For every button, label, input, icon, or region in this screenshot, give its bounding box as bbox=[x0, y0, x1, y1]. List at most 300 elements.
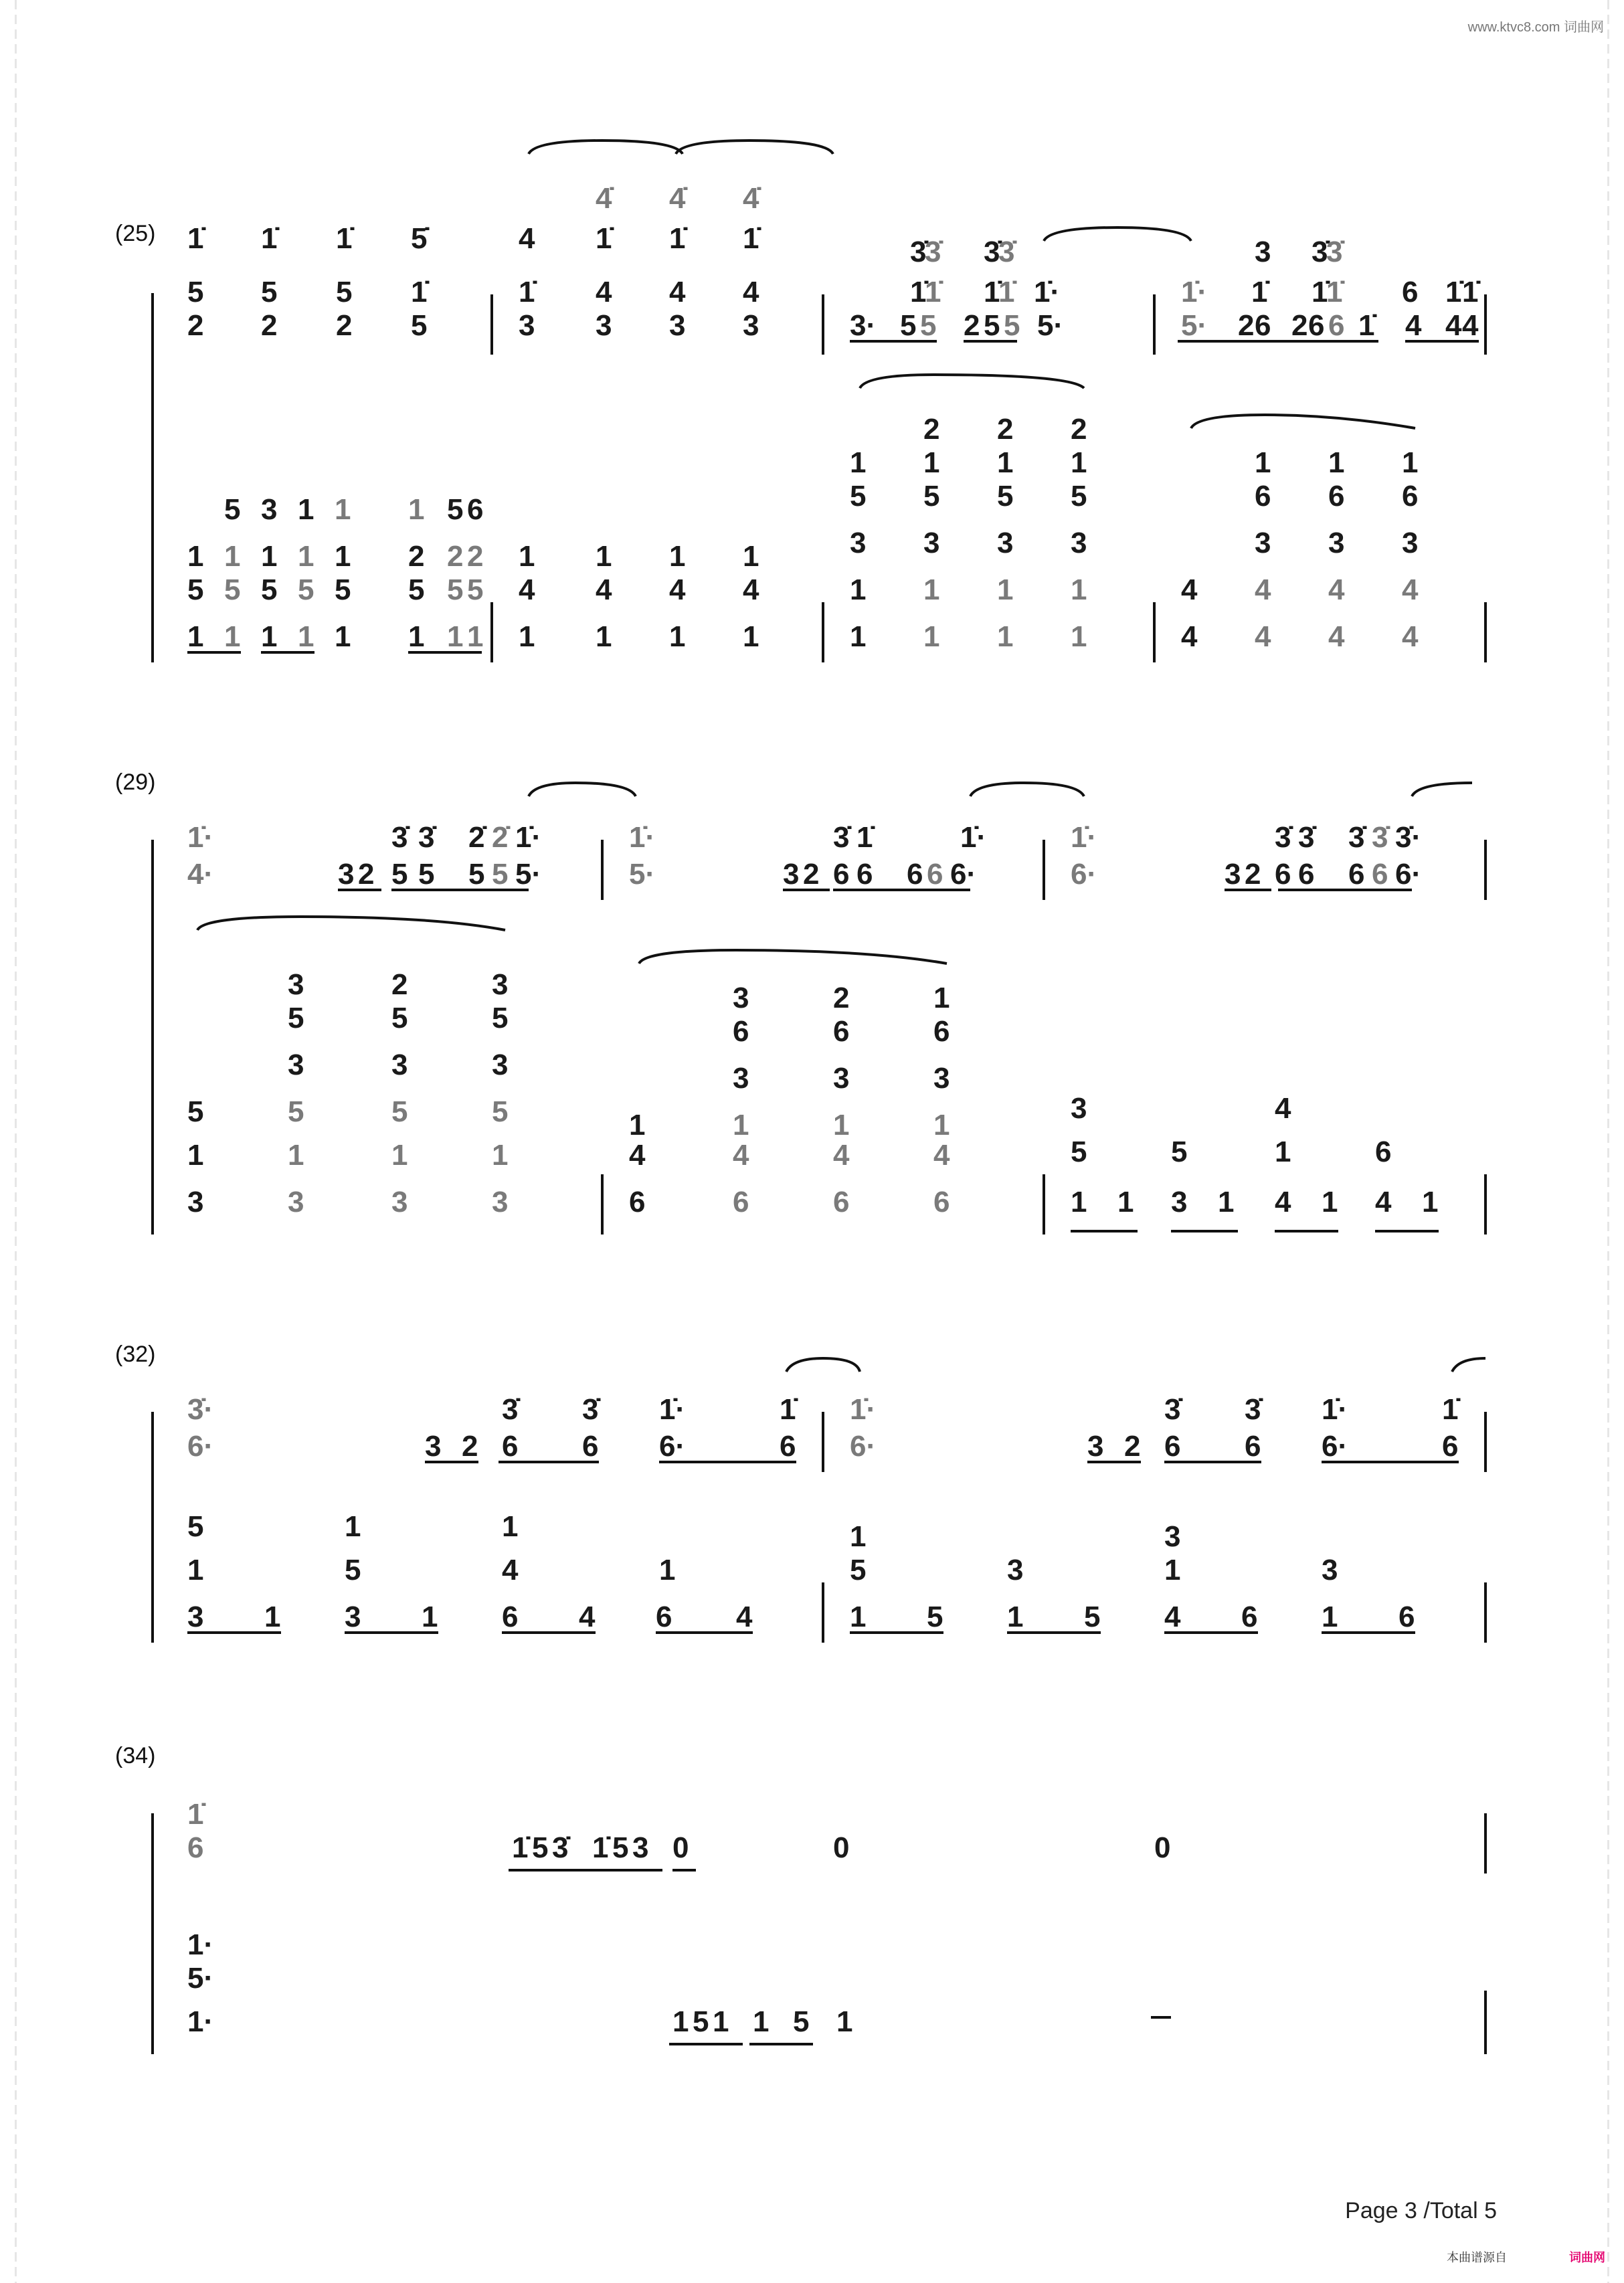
note: 2 bbox=[1245, 858, 1261, 891]
note: 1 bbox=[1322, 1601, 1338, 1633]
note: 6· bbox=[950, 858, 977, 891]
note: 5 bbox=[447, 573, 464, 606]
note: 5 bbox=[923, 480, 940, 513]
note: 3 bbox=[1255, 236, 1271, 268]
note: 6 bbox=[733, 1015, 749, 1048]
note: 3̇ bbox=[1164, 1393, 1181, 1426]
note: 5 bbox=[261, 573, 278, 606]
note: 5 bbox=[997, 480, 1014, 513]
note: 1 bbox=[502, 1510, 519, 1543]
note: 1 bbox=[298, 620, 314, 653]
note: 5 bbox=[1071, 480, 1087, 513]
note: 3 bbox=[669, 309, 686, 342]
note: 5· bbox=[1037, 309, 1064, 342]
note: 6 bbox=[927, 858, 943, 891]
note: 1 bbox=[850, 1520, 867, 1553]
note: 1̇· bbox=[1322, 1393, 1348, 1426]
note: 5 bbox=[336, 276, 353, 308]
note: 1 bbox=[224, 620, 241, 653]
note: 3 bbox=[933, 1062, 950, 1095]
note: 1̇ bbox=[1326, 276, 1343, 308]
note: 6 bbox=[1328, 480, 1345, 513]
note: 1 bbox=[264, 1601, 281, 1633]
note: 5 bbox=[391, 858, 408, 891]
note: 4 bbox=[1181, 620, 1198, 653]
note: 5 bbox=[612, 1831, 629, 1864]
note: 6· bbox=[659, 1430, 686, 1463]
note: 6 bbox=[1375, 1135, 1392, 1168]
note: 4 bbox=[1445, 309, 1462, 342]
note: 1 bbox=[1007, 1601, 1024, 1633]
note: 6 bbox=[1255, 309, 1271, 342]
note: 6 bbox=[1255, 480, 1271, 513]
note: 4 bbox=[519, 222, 535, 255]
note: 3 bbox=[743, 309, 759, 342]
note: 5 bbox=[850, 1554, 867, 1586]
note: 1̇ bbox=[512, 1831, 529, 1864]
note: 1 bbox=[1402, 446, 1419, 479]
note: 3̇ bbox=[910, 236, 927, 268]
note: 6 bbox=[1348, 858, 1365, 891]
note: 5 bbox=[288, 1095, 304, 1128]
note: 2 bbox=[997, 413, 1014, 446]
note: 1 bbox=[187, 620, 204, 653]
note: 4 bbox=[1275, 1186, 1291, 1218]
note: 1 bbox=[492, 1139, 509, 1172]
note: 1 bbox=[1218, 1186, 1235, 1218]
note: 1 bbox=[224, 540, 241, 573]
note: 1̇ bbox=[1442, 1393, 1459, 1426]
note: 1̇ bbox=[910, 276, 927, 308]
note: 1 bbox=[923, 446, 940, 479]
note: 4̇ bbox=[669, 182, 686, 215]
note: 5 bbox=[532, 1831, 549, 1864]
note: 6 bbox=[629, 1186, 646, 1218]
note: 2 bbox=[261, 309, 278, 342]
note: 1̇ bbox=[780, 1393, 796, 1426]
note: 1 bbox=[1071, 1186, 1087, 1218]
note: 5 bbox=[187, 1095, 204, 1128]
note: 1 bbox=[1275, 1135, 1291, 1168]
note: 6· bbox=[187, 1430, 214, 1463]
note: 3 bbox=[288, 968, 304, 1001]
note: 6 bbox=[1402, 276, 1419, 308]
note: 5 bbox=[335, 573, 351, 606]
note: 1̇ bbox=[519, 276, 535, 308]
note: 3 bbox=[338, 858, 355, 891]
note: 3 bbox=[850, 527, 867, 559]
note: 6 bbox=[1442, 1430, 1459, 1463]
note: 3 bbox=[596, 309, 612, 342]
note: 1̇ bbox=[1445, 276, 1462, 308]
note: 3̇ bbox=[1348, 821, 1365, 854]
note: 3̇ bbox=[552, 1831, 569, 1864]
note: 1 bbox=[519, 620, 535, 653]
note: 0 bbox=[1154, 1831, 1171, 1864]
note: 6 bbox=[933, 1186, 950, 1218]
note: 1̇· bbox=[960, 821, 987, 854]
note: 4 bbox=[736, 1601, 753, 1633]
note: 1̇· bbox=[515, 821, 542, 854]
note: 6 bbox=[582, 1430, 599, 1463]
note: 6· bbox=[850, 1430, 877, 1463]
note: 3 bbox=[1071, 527, 1087, 559]
note: 4 bbox=[1255, 573, 1271, 606]
note: 6 bbox=[1328, 309, 1345, 342]
note: 0 bbox=[672, 1831, 689, 1864]
note: 3 bbox=[1007, 1554, 1024, 1586]
note: 5· bbox=[1181, 309, 1208, 342]
note: 2 bbox=[447, 540, 464, 573]
note: 1̇ bbox=[1462, 276, 1479, 308]
note: 4 bbox=[1375, 1186, 1392, 1218]
note: 3 bbox=[1322, 1554, 1338, 1586]
note: 1 bbox=[1422, 1186, 1439, 1218]
note: 2 bbox=[833, 982, 850, 1014]
note: 6 bbox=[502, 1601, 519, 1633]
note: 5 bbox=[391, 1002, 408, 1034]
note: 3̇ bbox=[925, 236, 941, 268]
note: 5 bbox=[984, 309, 1000, 342]
note: 1 bbox=[298, 540, 314, 573]
note: 3 bbox=[632, 1831, 649, 1864]
note: 1 bbox=[1255, 446, 1271, 479]
note: 1 bbox=[1071, 446, 1087, 479]
note: 3 bbox=[783, 858, 800, 891]
note: 1 bbox=[850, 446, 867, 479]
note: 1 bbox=[997, 573, 1014, 606]
note: 6 bbox=[833, 1186, 850, 1218]
note: 3 bbox=[1164, 1520, 1181, 1553]
note: 1 bbox=[345, 1510, 361, 1543]
note: 1 bbox=[923, 573, 940, 606]
note: 2 bbox=[467, 540, 484, 573]
note: 3 bbox=[1255, 527, 1271, 559]
note: 3 bbox=[288, 1048, 304, 1081]
note: 3 bbox=[425, 1430, 442, 1463]
note: 5 bbox=[408, 573, 425, 606]
note: 4̇ bbox=[596, 182, 612, 215]
note: 5 bbox=[298, 573, 314, 606]
note: 4· bbox=[187, 858, 214, 891]
note: 6 bbox=[502, 1430, 519, 1463]
note: 6 bbox=[1308, 309, 1325, 342]
note: 1 bbox=[933, 1109, 950, 1142]
note: 1· bbox=[187, 1928, 214, 1961]
note: 6 bbox=[1164, 1430, 1181, 1463]
note: 1 bbox=[1117, 1186, 1134, 1218]
note: 1 bbox=[850, 573, 867, 606]
note: 5 bbox=[224, 573, 241, 606]
note: 3 bbox=[1171, 1186, 1188, 1218]
note: 3 bbox=[391, 1048, 408, 1081]
note: 2 bbox=[1291, 309, 1308, 342]
note: 6 bbox=[833, 1015, 850, 1048]
note: 5 bbox=[467, 573, 484, 606]
note: 2 bbox=[187, 309, 204, 342]
note: 1̇ bbox=[187, 222, 204, 255]
note: 3 bbox=[187, 1186, 204, 1218]
note: 6 bbox=[187, 1831, 204, 1864]
note: 3̇ bbox=[502, 1393, 519, 1426]
note: 1 bbox=[408, 620, 425, 653]
note: 3̇ bbox=[984, 236, 1000, 268]
note: 2 bbox=[803, 858, 820, 891]
note: 1̇· bbox=[850, 1393, 877, 1426]
note: 3 bbox=[1071, 1092, 1087, 1125]
note: 5 bbox=[492, 1095, 509, 1128]
note: 3 bbox=[1328, 527, 1345, 559]
note: 6 bbox=[733, 1186, 749, 1218]
note: 4 bbox=[1405, 309, 1422, 342]
note: 4 bbox=[743, 276, 759, 308]
note: 3 bbox=[345, 1601, 361, 1633]
note: 1 bbox=[669, 620, 686, 653]
note: 4 bbox=[1164, 1601, 1181, 1633]
note: 4 bbox=[629, 1139, 646, 1172]
brand-logo-text: 词曲网 bbox=[1569, 2251, 1605, 2264]
note: 3̇ bbox=[1312, 236, 1328, 268]
note: 6 bbox=[656, 1601, 672, 1633]
note: 6 bbox=[1402, 480, 1419, 513]
note: 1̇· bbox=[629, 821, 656, 854]
note: 3 bbox=[1225, 858, 1241, 891]
note: 1̇ bbox=[592, 1831, 609, 1864]
note: 1 bbox=[261, 540, 278, 573]
note: 1 bbox=[288, 1139, 304, 1172]
note: 1 bbox=[659, 1554, 676, 1586]
note: 3· bbox=[850, 309, 877, 342]
note: 5 bbox=[850, 480, 867, 513]
note: 1 bbox=[391, 1139, 408, 1172]
note: 1̇ bbox=[336, 222, 353, 255]
note: 1 bbox=[923, 620, 940, 653]
note: 6 bbox=[1241, 1601, 1258, 1633]
note: 2̇ bbox=[492, 821, 509, 854]
note: 1 bbox=[713, 2005, 729, 2038]
note: 4 bbox=[1402, 620, 1419, 653]
note: 5 bbox=[447, 493, 464, 526]
note: 3 bbox=[1402, 527, 1419, 559]
note: 1 bbox=[836, 2005, 853, 2038]
note: 1̇ bbox=[856, 821, 873, 854]
note: 3 bbox=[1087, 1430, 1104, 1463]
note: 1 bbox=[335, 540, 351, 573]
note: 1̇ bbox=[669, 222, 686, 255]
note: 5· bbox=[515, 858, 542, 891]
note: 1 bbox=[672, 2005, 689, 2038]
note: 1 bbox=[596, 620, 612, 653]
note: 4 bbox=[1462, 309, 1479, 342]
note: 4 bbox=[1328, 573, 1345, 606]
note: 1̇· bbox=[659, 1393, 686, 1426]
note: 2̇ bbox=[468, 821, 485, 854]
note: 1 bbox=[335, 620, 351, 653]
note: 1· bbox=[187, 2005, 214, 2038]
note: 4 bbox=[1181, 573, 1198, 606]
note: 3 bbox=[733, 982, 749, 1014]
note: 5· bbox=[629, 858, 656, 891]
note: 3̇· bbox=[1395, 821, 1422, 854]
note: 1 bbox=[261, 620, 278, 653]
note: 1 bbox=[187, 540, 204, 573]
note: 4 bbox=[519, 573, 535, 606]
note: 1̇ bbox=[1251, 276, 1268, 308]
note: 5 bbox=[418, 858, 435, 891]
note: 2 bbox=[1071, 413, 1087, 446]
note: 4 bbox=[502, 1554, 519, 1586]
note: 1 bbox=[1071, 573, 1087, 606]
note: 5 bbox=[224, 493, 241, 526]
note: 1̇ bbox=[998, 276, 1015, 308]
note: 1 bbox=[335, 493, 351, 526]
note: 6 bbox=[1399, 1601, 1415, 1633]
page-number: Page 3 /Total 5 bbox=[1345, 2198, 1497, 2223]
note: 5 bbox=[187, 573, 204, 606]
note: 5 bbox=[1004, 309, 1020, 342]
brand-text: 本曲谱源自 bbox=[1447, 2251, 1507, 2264]
note: 1̇ bbox=[187, 1798, 204, 1831]
note: 3 bbox=[391, 1186, 408, 1218]
note: 1 bbox=[596, 540, 612, 573]
note: 3 bbox=[492, 1048, 509, 1081]
measure-number-25: (25) bbox=[115, 221, 156, 246]
note: 4 bbox=[1275, 1092, 1291, 1125]
note: 5· bbox=[187, 1962, 214, 1995]
note: 1 bbox=[1164, 1554, 1181, 1586]
note: 1̇ bbox=[984, 276, 1000, 308]
note: 1 bbox=[187, 1139, 204, 1172]
note: 1 bbox=[298, 493, 314, 526]
note: 3 bbox=[492, 968, 509, 1001]
note: 5 bbox=[492, 1002, 509, 1034]
note: 1̇ bbox=[596, 222, 612, 255]
note: 1̇ bbox=[261, 222, 278, 255]
note: 1 bbox=[629, 1109, 646, 1142]
note: 6 bbox=[780, 1430, 796, 1463]
note: 5 bbox=[927, 1601, 943, 1633]
note: 5 bbox=[1071, 1135, 1087, 1168]
note: 6· bbox=[1322, 1430, 1348, 1463]
note: 2 bbox=[358, 858, 375, 891]
note: 1 bbox=[447, 620, 464, 653]
note: 3̇ bbox=[582, 1393, 599, 1426]
note: 5 bbox=[920, 309, 937, 342]
note: 3 bbox=[997, 527, 1014, 559]
note: 2 bbox=[462, 1430, 478, 1463]
note: 5 bbox=[1171, 1135, 1188, 1168]
note: 3̇ bbox=[1245, 1393, 1261, 1426]
note: 1 bbox=[422, 1601, 438, 1633]
note: 4 bbox=[933, 1139, 950, 1172]
note: 3̇ bbox=[998, 236, 1015, 268]
site-watermark: www.ktvc8.com 词曲网 bbox=[1467, 20, 1604, 35]
note: 1 bbox=[1328, 446, 1345, 479]
note: 1 bbox=[519, 540, 535, 573]
note: 5 bbox=[900, 309, 917, 342]
note: 6 bbox=[1372, 858, 1388, 891]
note: 1 bbox=[1071, 620, 1087, 653]
note: 1 bbox=[753, 2005, 770, 2038]
note: 3 bbox=[923, 527, 940, 559]
note: 5 bbox=[411, 309, 428, 342]
note: 4 bbox=[743, 573, 759, 606]
note: 6 bbox=[907, 858, 923, 891]
note: 3̇ bbox=[1275, 821, 1291, 854]
note: 1 bbox=[733, 1109, 749, 1142]
note: 4 bbox=[1255, 620, 1271, 653]
note: 3 bbox=[261, 493, 278, 526]
note: 4̇ bbox=[743, 182, 759, 215]
note: 6· bbox=[1071, 858, 1097, 891]
note: 1̇ bbox=[411, 276, 428, 308]
note: 1 bbox=[997, 446, 1014, 479]
note: 1 bbox=[1322, 1186, 1338, 1218]
note: 2 bbox=[1124, 1430, 1141, 1463]
note: 4 bbox=[596, 276, 612, 308]
note: 1̇· bbox=[1181, 276, 1208, 308]
note: 3̇· bbox=[187, 1393, 214, 1426]
note: 3 bbox=[288, 1186, 304, 1218]
measure-number-32: (32) bbox=[115, 1342, 156, 1367]
note: 3 bbox=[519, 309, 535, 342]
note: 1̇ bbox=[925, 276, 941, 308]
note: 5 bbox=[793, 2005, 810, 2038]
note: 1 bbox=[850, 1601, 867, 1633]
note: 3̇ bbox=[833, 821, 850, 854]
note: 4 bbox=[669, 276, 686, 308]
note: 5 bbox=[468, 858, 485, 891]
note: 6 bbox=[467, 493, 484, 526]
note: 5 bbox=[1084, 1601, 1101, 1633]
note: 5 bbox=[187, 276, 204, 308]
note: 5 bbox=[693, 2005, 709, 2038]
note: 4 bbox=[596, 573, 612, 606]
note: 1 bbox=[743, 620, 759, 653]
note: 1̇· bbox=[187, 821, 214, 854]
note: 5 bbox=[391, 1095, 408, 1128]
note: 1 bbox=[408, 493, 425, 526]
note: 2 bbox=[391, 968, 408, 1001]
measure-number-29: (29) bbox=[115, 769, 156, 795]
note: 2 bbox=[923, 413, 940, 446]
note: 1̇ bbox=[1312, 276, 1328, 308]
note: 1̇· bbox=[1034, 276, 1061, 308]
note: 2 bbox=[408, 540, 425, 573]
note: 6 bbox=[1245, 1430, 1261, 1463]
note: 5̇ bbox=[411, 222, 428, 255]
note: 1 bbox=[850, 620, 867, 653]
note: 5 bbox=[261, 276, 278, 308]
note: 6 bbox=[833, 858, 850, 891]
measure-number-34: (34) bbox=[115, 1743, 156, 1768]
note: 1 bbox=[833, 1109, 850, 1142]
note: 4 bbox=[833, 1139, 850, 1172]
note: 3 bbox=[833, 1062, 850, 1095]
note: 4 bbox=[579, 1601, 596, 1633]
note: 1 bbox=[933, 982, 950, 1014]
note: 6 bbox=[1275, 858, 1291, 891]
note: 1̇ bbox=[743, 222, 759, 255]
note: 3̇ bbox=[391, 821, 408, 854]
note: 5 bbox=[345, 1554, 361, 1586]
note: 1 bbox=[467, 620, 484, 653]
note: 5 bbox=[288, 1002, 304, 1034]
note: 3 bbox=[187, 1601, 204, 1633]
note: 3̇ bbox=[1372, 821, 1388, 854]
note: 4 bbox=[733, 1139, 749, 1172]
note: 1̇ bbox=[1358, 309, 1375, 342]
